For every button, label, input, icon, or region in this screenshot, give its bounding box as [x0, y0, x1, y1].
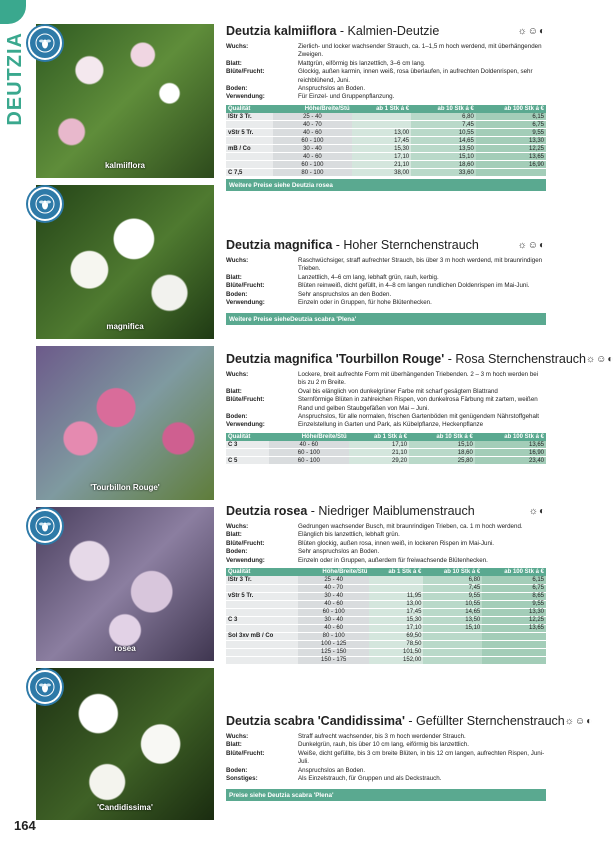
table-cell: 17,45	[369, 608, 423, 616]
table-cell: 13,65	[476, 153, 546, 161]
prop-value: Als Einzelstrauch, für Gruppen und als Deckstrauch.	[298, 775, 442, 783]
table-row	[226, 457, 546, 465]
table-row	[226, 145, 546, 153]
photo-caption: magnifica	[106, 322, 144, 331]
table-cell: 10,55	[423, 600, 482, 608]
photo-magnifica	[36, 185, 214, 339]
table-cell: 13,30	[482, 608, 546, 616]
table-cell: 13,65	[475, 441, 546, 449]
table-cell: 25 - 40	[273, 113, 352, 121]
table-cell: 78,50	[369, 640, 423, 648]
table-cell: 25 - 40	[298, 576, 369, 584]
photo-caption: 'Tourbillon Rouge'	[90, 483, 160, 492]
location-symbols-icon: ☼☺◐	[585, 353, 614, 365]
table-cell: 13,00	[352, 129, 411, 137]
table-cell: 18,60	[411, 161, 476, 169]
table-cell	[423, 632, 482, 640]
table-row	[226, 608, 546, 616]
photo-caption: 'Candidissima'	[97, 803, 153, 812]
photo-candidissima	[36, 668, 214, 820]
col-header: ab 1 Stk á €	[352, 105, 411, 113]
prop-value: Straff aufrecht wachsender, bis 3 m hoch werdender Strauch.	[298, 733, 466, 740]
table-cell: 40 - 70	[273, 121, 352, 129]
table-cell: mB / Co	[226, 145, 273, 153]
prop-value: Lanzettlich, 4–6 cm lang, lebhaft grün, rauh, kerbig.	[298, 273, 439, 281]
table-cell: 11,95	[369, 592, 423, 600]
photo-caption: rosea	[114, 644, 136, 653]
table-cell: 16,90	[476, 161, 546, 169]
table-cell: 30 - 40	[298, 592, 369, 600]
table-cell: 17,10	[352, 153, 411, 161]
price-table-header	[226, 433, 546, 441]
prop-value: Sternförmige Blüten in zahlreichen Rispen, von dunkelrosa Färbung mit zartem, weißen Rand und gelben Staubgefäßen von Mai – Juni.	[298, 396, 538, 412]
table-cell: 15,30	[369, 616, 423, 624]
prop-key: Blüte/Frucht:	[226, 749, 265, 757]
table-cell: 69,50	[369, 632, 423, 640]
prop-key: Wuchs:	[226, 523, 249, 530]
table-cell: 12,25	[482, 616, 546, 624]
table-cell: 9,55	[423, 592, 482, 600]
table-cell: 125 - 150	[298, 648, 369, 656]
col-header: ab 1 Stk á €	[349, 433, 409, 441]
product-tourbillon-rouge	[226, 352, 614, 465]
corner-leaf-tab	[0, 0, 26, 24]
product-name: Deutzia kalmiiflora	[226, 24, 337, 38]
table-cell	[482, 648, 546, 656]
more-prices-note: Weitere Preise siehe Deutzia rosea	[226, 179, 546, 191]
table-cell: Sol 3xv mB / Co	[226, 632, 298, 640]
photo-caption: kalmiiflora	[104, 161, 145, 170]
table-cell: 60 - 100	[269, 457, 349, 465]
table-cell: 29,20	[349, 457, 409, 465]
table-cell: 40 - 60	[269, 441, 349, 449]
table-cell: 21,10	[349, 449, 409, 457]
table-cell	[226, 161, 273, 169]
table-cell: vStr 5 Tr.	[226, 592, 298, 600]
table-row	[226, 624, 546, 632]
product-name: Deutzia magnifica	[226, 238, 333, 252]
prop-value: Lockere, breit aufrechte Form mit überhängenden Triebenden. 2 – 3 m hoch werden bei bis zu 2 m Breite.	[298, 371, 539, 387]
prop-key: Boden:	[226, 548, 248, 556]
table-cell: 60 - 100	[298, 608, 369, 616]
photo-rosea	[36, 507, 214, 661]
prop-value: Blüten reinweiß, dicht gefüllt, in 4–8 cm langen rundlichen Doldenrispen im Mai-Juni.	[298, 282, 530, 290]
prop-value: Anspruchslos an Boden.	[298, 766, 366, 774]
product-title	[226, 504, 546, 518]
table-cell: C 3	[226, 616, 298, 624]
prop-value: Für Einzel- und Gruppenpflanzung.	[298, 93, 395, 101]
more-prices-note: Weitere Preise sieheDeutzia scabra 'Plena'	[226, 313, 546, 325]
table-cell	[369, 584, 423, 592]
prop-key: Blüte/Frucht:	[226, 539, 265, 547]
product-properties	[226, 43, 546, 102]
price-table-header	[226, 568, 546, 576]
product-candidissima	[226, 714, 594, 801]
table-cell: 150 - 175	[298, 656, 369, 664]
table-cell: 152,00	[369, 656, 423, 664]
table-cell	[226, 600, 298, 608]
product-title	[226, 24, 546, 38]
table-cell: 7,45	[411, 121, 476, 129]
more-prices-note: Preise siehe Deutzia scabra 'Plena'	[226, 789, 546, 801]
table-cell: 14,65	[411, 137, 476, 145]
prop-key: Boden:	[226, 766, 248, 774]
table-cell: 6,80	[423, 576, 482, 584]
prop-value: Oval bis elänglich von dunkelgrüner Farbe mit scharf gesägtem Blattrand	[298, 387, 498, 395]
table-cell: 15,10	[411, 153, 476, 161]
table-cell: 18,60	[409, 449, 475, 457]
product-kalmiiflora	[226, 24, 546, 191]
table-row	[226, 153, 546, 161]
prop-key: Wuchs:	[226, 371, 249, 378]
prop-key: Sonstiges:	[226, 775, 258, 783]
table-row	[226, 616, 546, 624]
table-row	[226, 600, 546, 608]
table-cell: 13,65	[482, 624, 546, 632]
product-properties	[226, 733, 546, 783]
table-cell	[226, 137, 273, 145]
price-table	[226, 433, 546, 466]
table-cell: 13,50	[423, 616, 482, 624]
table-cell: 15,10	[423, 624, 482, 632]
table-cell: 16,90	[475, 449, 546, 457]
price-table	[226, 105, 546, 178]
table-cell: 60 - 100	[273, 137, 352, 145]
table-cell: 40 - 70	[298, 584, 369, 592]
product-common-name: - Gefüllter Sternchenstrauch	[404, 714, 565, 728]
col-header: Höhe/Breite/Stü	[269, 433, 349, 441]
product-rosea	[226, 504, 546, 665]
page-number: 164	[14, 818, 36, 833]
table-row	[226, 576, 546, 584]
product-magnifica	[226, 238, 546, 325]
product-title	[226, 238, 546, 252]
table-cell: 30 - 40	[273, 145, 352, 153]
table-cell	[226, 640, 298, 648]
table-cell: 21,10	[352, 161, 411, 169]
table-cell: 15,30	[352, 145, 411, 153]
table-cell: 13,00	[369, 600, 423, 608]
table-cell	[226, 624, 298, 632]
prop-key: Verwendung:	[226, 556, 265, 564]
photo-kalmiiflora	[36, 24, 214, 178]
col-header: ab 100 Stk á €	[476, 105, 546, 113]
photo-tourbillon-rouge	[36, 346, 214, 500]
table-row	[226, 137, 546, 145]
table-cell	[476, 169, 546, 177]
prop-value: Einzelstellung in Garten und Park, als Kübelpflanze, Heckenpflanze	[298, 421, 484, 429]
table-cell: lStr 3 Tr.	[226, 576, 298, 584]
product-common-name: - Hoher Sternchenstrauch	[332, 238, 479, 252]
table-row	[226, 113, 546, 121]
col-header: Höhe/Breite/Stü	[298, 568, 369, 576]
product-name: Deutzia magnifica 'Tourbillon Rouge'	[226, 352, 445, 366]
table-cell: 9,55	[476, 129, 546, 137]
section-label: DEUTZIA	[3, 32, 26, 126]
table-cell: C 7,5	[226, 169, 273, 177]
col-header: Qualität	[226, 433, 269, 441]
table-cell: 10,55	[411, 129, 476, 137]
col-header: Qualität	[226, 568, 298, 576]
table-cell: 7,45	[423, 584, 482, 592]
table-cell: 60 - 100	[273, 161, 352, 169]
table-cell: 40 - 60	[273, 129, 352, 137]
table-cell: 60 - 100	[269, 449, 349, 457]
bee-friendly-badge-icon	[28, 187, 62, 221]
prop-key: Verwendung:	[226, 299, 265, 307]
prop-key: Boden:	[226, 413, 248, 421]
table-cell: 40 - 60	[273, 153, 352, 161]
table-cell	[482, 640, 546, 648]
table-cell: C 5	[226, 457, 269, 465]
prop-value: Blüten glockig, außen rosa, innen weiß, in lockeren Rispen im Mai-Juni.	[298, 539, 495, 547]
product-common-name: - Niedriger Maiblumenstrauch	[307, 504, 475, 518]
col-header: ab 10 Stk á €	[409, 433, 475, 441]
product-properties	[226, 523, 546, 565]
prop-key: Verwendung:	[226, 93, 265, 101]
table-cell: 6,15	[476, 113, 546, 121]
table-cell	[423, 656, 482, 664]
table-cell: 13,30	[476, 137, 546, 145]
product-title	[226, 714, 594, 728]
bee-friendly-badge-icon	[28, 509, 62, 543]
prop-value: Sehr anspruchslos an den Boden.	[298, 290, 392, 298]
table-cell	[352, 121, 411, 129]
table-cell: lStr 3 Tr.	[226, 113, 273, 121]
table-cell: 17,45	[352, 137, 411, 145]
product-title	[226, 352, 614, 366]
col-header: ab 1 Stk á €	[369, 568, 423, 576]
table-cell: 40 - 60	[298, 600, 369, 608]
section-tab	[0, 24, 30, 134]
table-cell	[226, 648, 298, 656]
table-cell	[226, 656, 298, 664]
table-cell	[423, 640, 482, 648]
prop-key: Wuchs:	[226, 43, 249, 50]
location-symbols-icon: ☼☺◐	[517, 239, 546, 251]
table-row	[226, 632, 546, 640]
table-cell: 80 - 100	[273, 169, 352, 177]
table-cell	[482, 656, 546, 664]
product-common-name: - Rosa Sternchenstrauch	[444, 352, 586, 366]
prop-value: Einzeln oder in Gruppen, außerdem für freiwachsende Blütenhecken.	[298, 556, 488, 564]
table-cell: vStr 5 Tr.	[226, 129, 273, 137]
table-row	[226, 441, 546, 449]
col-header: Höhe/Breite/Stü	[273, 105, 352, 113]
table-cell	[369, 576, 423, 584]
table-cell	[226, 584, 298, 592]
table-cell	[226, 121, 273, 129]
bee-friendly-badge-icon	[28, 670, 62, 704]
prop-value: Einzeln oder in Gruppen, für hohe Blütenhecken.	[298, 299, 432, 307]
bee-friendly-badge-icon	[28, 26, 62, 60]
product-properties	[226, 371, 546, 430]
table-cell: 8,65	[482, 592, 546, 600]
table-cell	[226, 449, 269, 457]
table-cell: 23,40	[475, 457, 546, 465]
table-cell: C 3	[226, 441, 269, 449]
table-cell	[482, 632, 546, 640]
prop-key: Blatt:	[226, 741, 242, 749]
prop-key: Blatt:	[226, 273, 242, 281]
prop-key: Verwendung:	[226, 421, 265, 429]
location-symbols-icon: ☼☺◐	[564, 715, 594, 727]
product-name: Deutzia scabra 'Candidissima'	[226, 714, 405, 728]
prop-key: Blüte/Frucht:	[226, 282, 265, 290]
col-header: ab 10 Stk á €	[411, 105, 476, 113]
table-cell: 101,50	[369, 648, 423, 656]
table-cell: 13,50	[411, 145, 476, 153]
table-cell: 12,25	[476, 145, 546, 153]
table-row	[226, 656, 546, 664]
table-cell: 40 - 60	[298, 624, 369, 632]
product-common-name: - Kalmien-Deutzie	[336, 24, 440, 38]
prop-value: Glockig, außen karmin, innen weiß, rosa überlaufen, in aufrechten Doldenrispen, sehr reichblühend, Juni.	[298, 68, 533, 84]
table-cell: 100 - 125	[298, 640, 369, 648]
prop-key: Boden:	[226, 85, 248, 93]
table-cell: 25,80	[409, 457, 475, 465]
prop-key: Boden:	[226, 290, 248, 298]
table-cell: 17,10	[369, 624, 423, 632]
prop-value: Anspruchslos an Boden.	[298, 85, 366, 93]
table-cell	[423, 648, 482, 656]
table-cell: 15,10	[409, 441, 475, 449]
table-cell: 80 - 100	[298, 632, 369, 640]
table-cell: 6,80	[411, 113, 476, 121]
col-header: ab 100 Stk á €	[475, 433, 546, 441]
prop-key: Wuchs:	[226, 733, 249, 740]
prop-value: Mattgrün, eiförmig bis lanzettlich, 3–6 cm lang.	[298, 59, 426, 67]
prop-key: Wuchs:	[226, 257, 249, 264]
table-row	[226, 640, 546, 648]
prop-key: Blatt:	[226, 531, 242, 539]
table-cell: 6,15	[482, 576, 546, 584]
price-table	[226, 568, 546, 665]
product-properties	[226, 257, 546, 307]
table-row	[226, 592, 546, 600]
prop-value: Dunkelgrün, rauh, bis über 10 cm lang, eiförmig bis lanzettlich.	[298, 741, 469, 749]
product-name: Deutzia rosea	[226, 504, 308, 518]
table-cell	[226, 608, 298, 616]
table-row	[226, 129, 546, 137]
table-cell	[352, 113, 411, 121]
table-cell: 6,75	[476, 121, 546, 129]
table-row	[226, 449, 546, 457]
prop-value: Weiße, dicht gefüllte, bis 3 cm breite Blüten, in bis 12 cm langen, aufrechten Rispen, Juni-Juli.	[298, 749, 545, 766]
table-row	[226, 169, 546, 177]
col-header: Qualität	[226, 105, 273, 113]
table-cell: 14,65	[423, 608, 482, 616]
col-header: ab 100 Stk á €	[482, 568, 546, 576]
prop-value: Sehr anspruchslos an Boden.	[298, 548, 380, 556]
table-cell: 30 - 40	[298, 616, 369, 624]
table-cell: 17,10	[349, 441, 409, 449]
table-cell	[226, 153, 273, 161]
location-symbols-icon: ☼☺◐	[517, 25, 546, 37]
col-header: ab 10 Stk á €	[423, 568, 482, 576]
table-row	[226, 584, 546, 592]
table-cell: 33,60	[411, 169, 476, 177]
prop-key: Blatt:	[226, 59, 242, 67]
table-cell: 6,75	[482, 584, 546, 592]
prop-value: Anspruchslos, für alle normalen, frischen Gartenböden mit genügendem Nährstoffgehalt	[298, 413, 539, 421]
location-symbols-icon: ☼◐	[528, 505, 546, 517]
prop-key: Blüte/Frucht:	[226, 396, 265, 404]
prop-key: Blatt:	[226, 387, 242, 395]
prop-value: Raschwüchsiger, straff aufrechter Strauch, bis über 3 m hoch werdend, mit braunrindigen Trieben.	[298, 257, 543, 273]
prop-value: Elänglich bis lanzettlich, lebhaft grün.	[298, 531, 400, 539]
table-row	[226, 121, 546, 129]
price-table-header	[226, 105, 546, 113]
table-cell: 38,00	[352, 169, 411, 177]
table-row	[226, 161, 546, 169]
prop-value: Gedrungen wachsender Busch, mit braunrindigen Trieben, ca. 1 m hoch werdend.	[298, 523, 523, 530]
table-row	[226, 648, 546, 656]
prop-value: Zierlich- und locker wachsender Strauch, ca. 1–1,5 m hoch werdend, mit überhängenden Zweigen.	[298, 43, 542, 59]
table-cell: 9,55	[482, 600, 546, 608]
prop-key: Blüte/Frucht:	[226, 68, 265, 76]
